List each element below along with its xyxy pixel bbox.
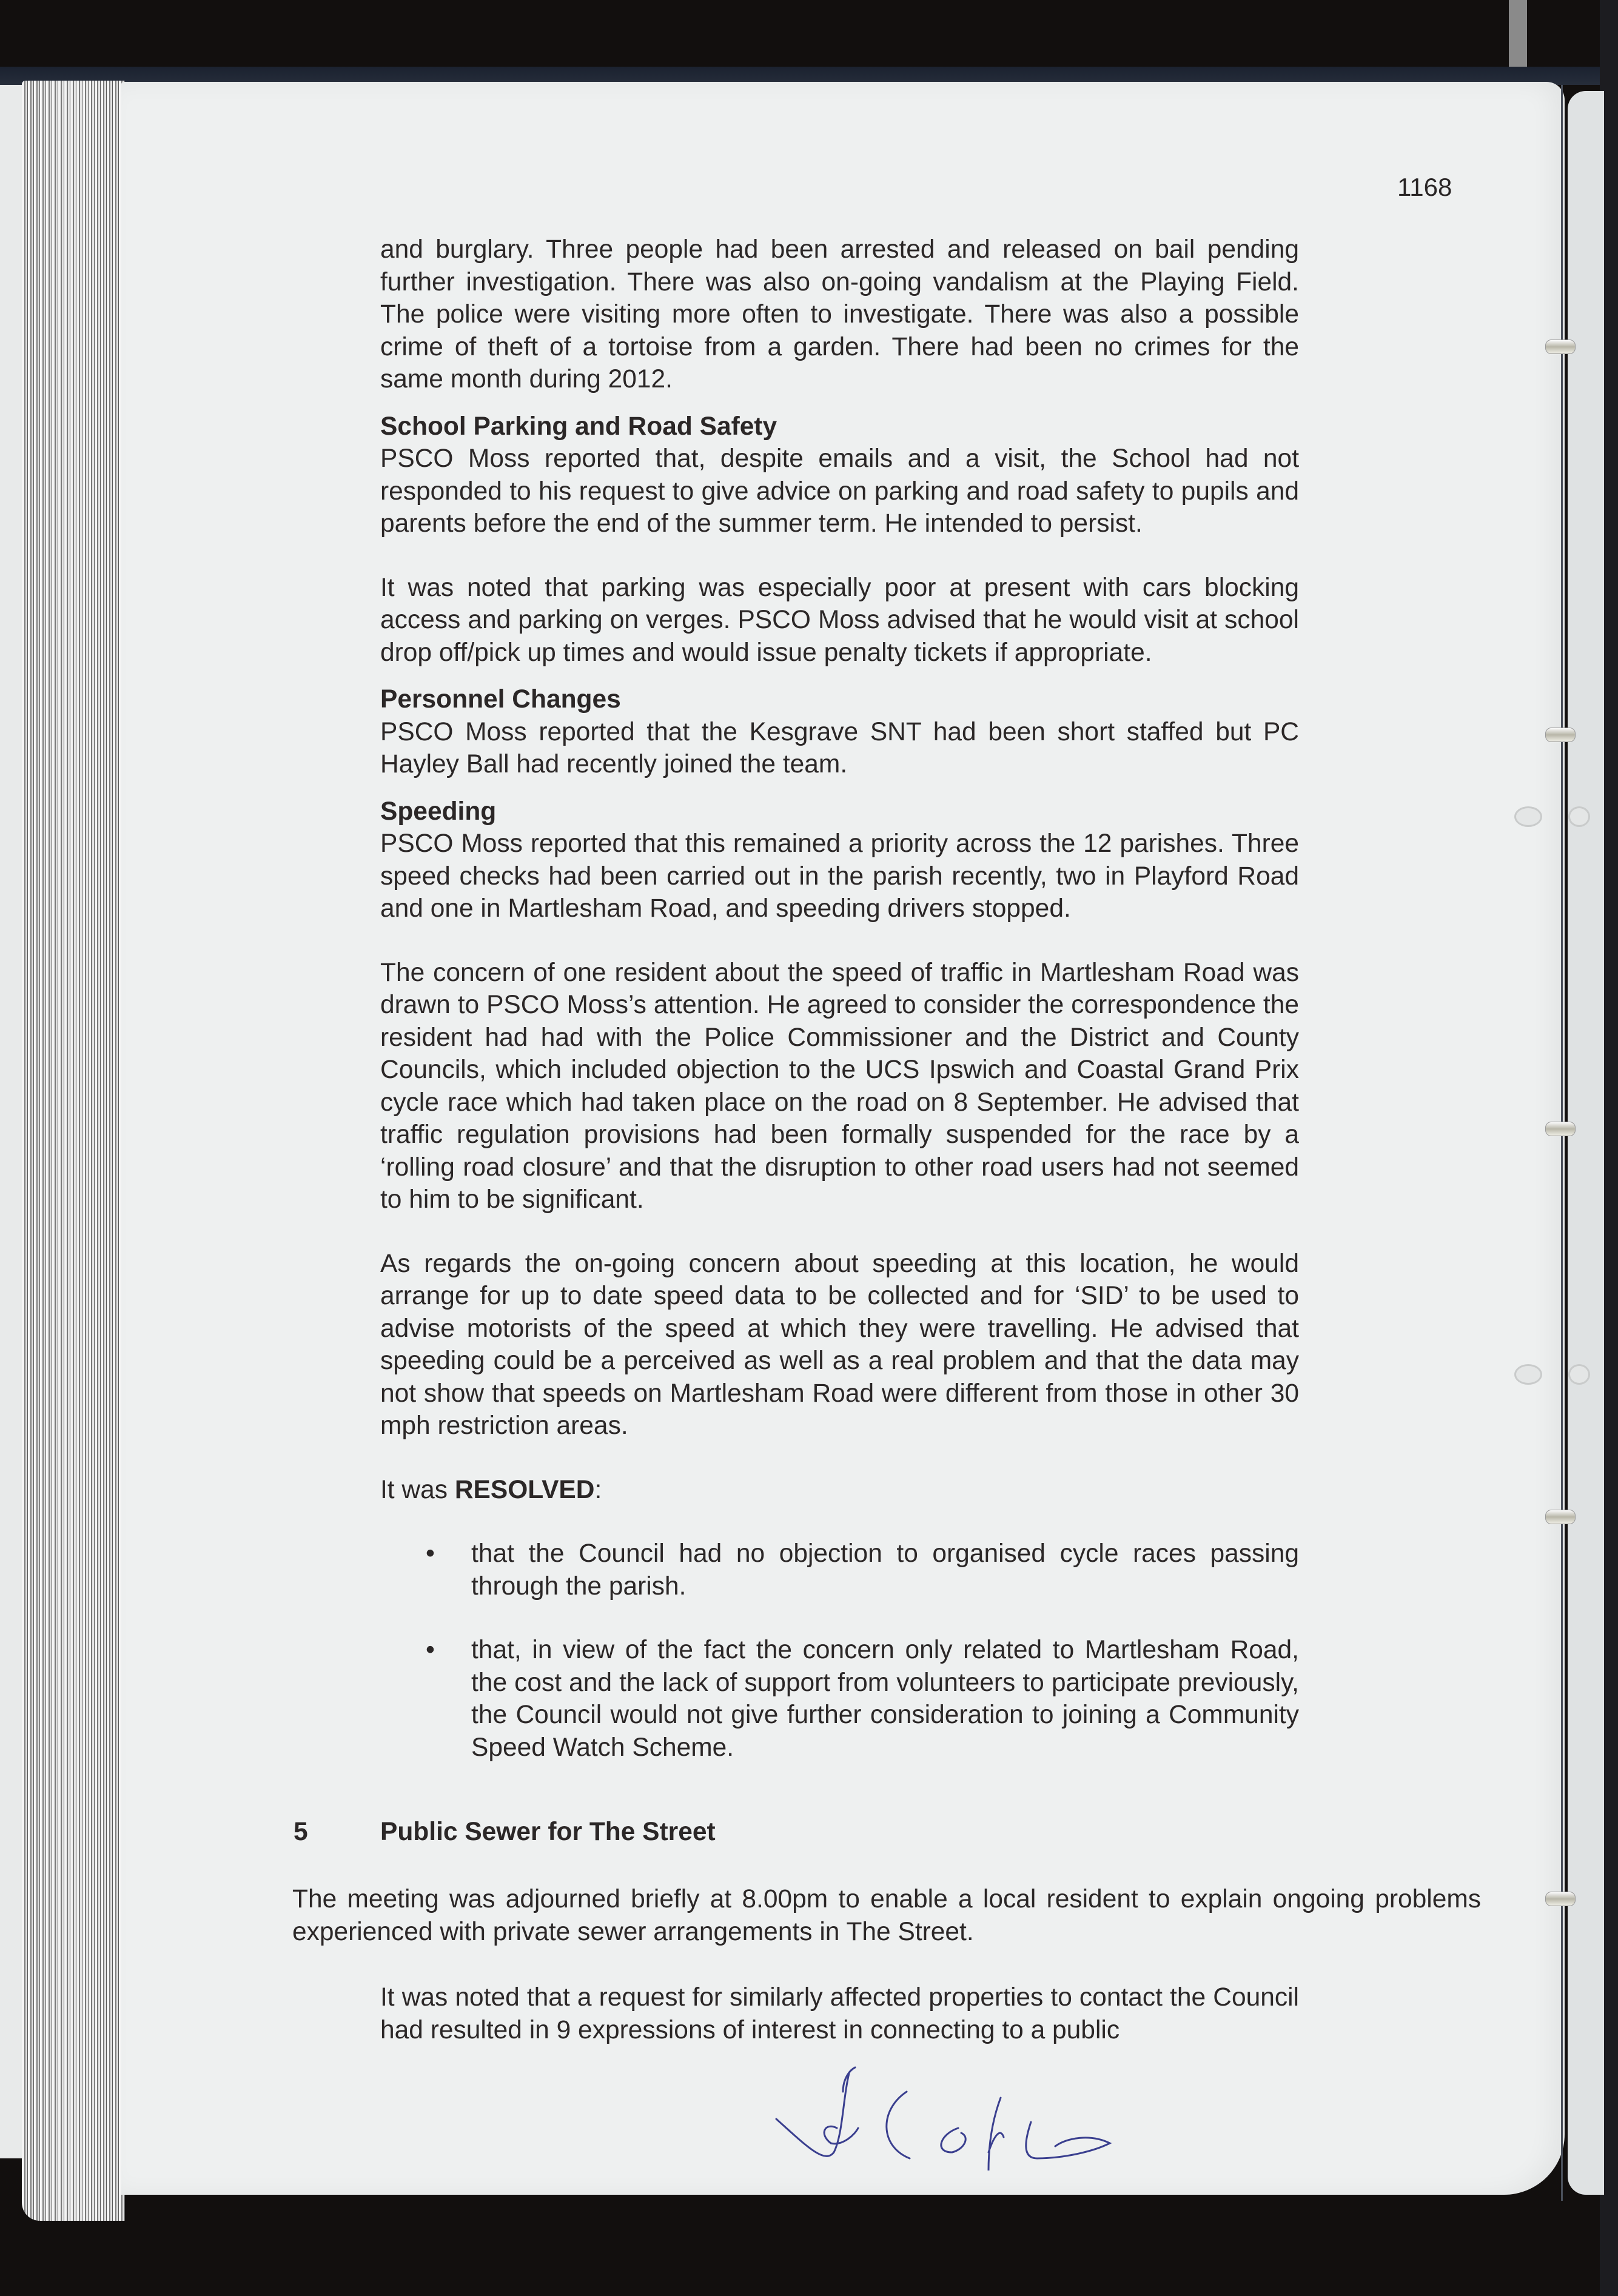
list-item: • that the Council had no objection to organised cycle races passing through the parish. xyxy=(380,1538,1299,1602)
paragraph: As regards the on-going concern about speeding at this location, he would arrange for up to date speed data to be collected and for ‘SID’ to be used to advise motorists of the speed at which they were travelling. He advised that speeding could be a perceived as well as a real problem and that the data may not show that speeds on Martlesham Road were different from those in other 30 mph restriction areas. xyxy=(380,1249,1299,1440)
agenda-item-number: 5 xyxy=(294,1818,308,1846)
binder-ring-icon xyxy=(1545,728,1576,742)
paragraph: It was noted that a request for similarly affected properties to contact the Council had resulted in 9 expressions of interest in connecting to a public xyxy=(380,1983,1299,2044)
agenda-item-heading xyxy=(294,1818,716,1847)
resolved-keyword: RESOLVED xyxy=(454,1475,595,1504)
section-heading: School Parking and Road Safety xyxy=(380,412,777,441)
binder-spine-highlight xyxy=(1509,0,1527,67)
bullet-icon: • xyxy=(426,1636,435,1664)
binder-ring-icon xyxy=(1545,1510,1576,1524)
section-personnel-changes xyxy=(380,683,1299,781)
paragraph: The concern of one resident about the speed of traffic in Martlesham Road was drawn to PSCO Moss’s attention. He agreed to consider the correspondence the resident had had with the Police Commissioner and the District and County Councils, which included objection to the UCS Ipswich and Coastal Grand Prix cycle race which had taken place on the road on 8 September. He advised that traffic regulation provisions had been formally suspended for the race by a ‘rolling road closure’ and that the disruption to other road users had not seemed to him to be significant. xyxy=(380,958,1299,1214)
binder-ring-icon xyxy=(1545,1892,1576,1906)
paragraph: PSCO Moss reported that the Kesgrave SNT had been short staffed but PC Hayley Ball had recently joined the team. xyxy=(380,717,1299,778)
punch-hole-icon xyxy=(1568,1364,1590,1385)
minutes-body xyxy=(380,233,1299,1764)
next-page-edge xyxy=(1568,91,1604,2195)
paragraph: PSCO Moss reported that this remained a priority across the 12 parishes. Three speed checks had been carried out in the parish recently, two in Playford Road and one in Martlesham Road, and speeding drivers stopped. xyxy=(380,829,1299,923)
section-heading: Personnel Changes xyxy=(380,685,621,714)
punch-hole-icon xyxy=(1514,806,1542,827)
section-speeding xyxy=(380,795,1299,1442)
page-number: 1168 xyxy=(1397,173,1452,201)
punch-hole-icon xyxy=(1568,806,1590,827)
page-gutter xyxy=(1561,85,1563,2201)
handwritten-signature-icon xyxy=(752,2061,1128,2170)
paragraph: PSCO Moss reported that, despite emails and a visit, the School had not responded to his request to give advice on parking and road safety to pupils and parents before the end of the summer term. He intended to persist. xyxy=(380,444,1299,538)
intro-paragraph: and burglary. Three people had been arrested and released on bail pending further investigation. There was also on-going vandalism at the Playing Field. The police were visiting more often to investigate. There was also a possible crime of theft of a tortoise from a garden. There had been no crimes for the same month during 2012. xyxy=(380,235,1299,393)
bullet-icon: • xyxy=(426,1539,435,1568)
punch-hole-icon xyxy=(1514,1364,1542,1385)
paragraph: The meeting was adjourned briefly at 8.00pm to enable a local resident to explain ongoing problems experienced with private sewer arrangements in The Street. xyxy=(292,1885,1481,1946)
list-item: • that, in view of the fact the concern only related to Martlesham Road, the cost and the lack of support from volunteers to participate previously, the Council would not give further consideration to joining a Community Speed Watch Scheme. xyxy=(380,1634,1299,1764)
agenda-item-title: Public Sewer for The Street xyxy=(380,1818,716,1846)
resolution-intro: It was RESOLVED: xyxy=(380,1475,602,1504)
section-school-parking xyxy=(380,410,1299,669)
binder-ring-icon xyxy=(1545,340,1576,354)
resolution-list xyxy=(380,1538,1299,1764)
binder-ring-icon xyxy=(1545,1122,1576,1136)
page-stack-edges xyxy=(22,81,125,2221)
section-heading: Speeding xyxy=(380,797,497,826)
previous-page-edge xyxy=(0,85,24,2158)
paragraph: It was noted that parking was especially poor at present with cars blocking access and parking on verges. PSCO Moss advised that he would visit at school drop off/pick up times and would issue penalty tickets if appropriate. xyxy=(380,573,1299,667)
